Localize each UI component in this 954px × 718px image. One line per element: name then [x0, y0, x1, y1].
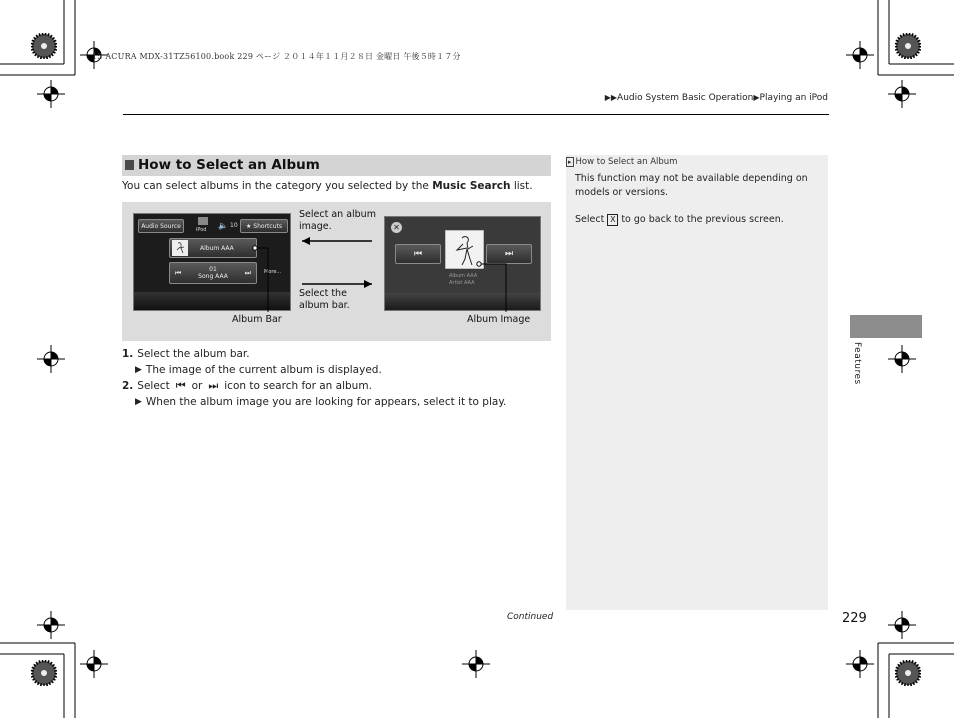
print-header: 15 ACURA MDX-31TZ56100.book 229 ページ ２０１４年１１月２８日 金曜日 午後５時１７分 — [92, 52, 461, 61]
section-square-icon — [125, 160, 134, 170]
close-x-icon: X — [607, 214, 618, 226]
continued-label: Continued — [507, 612, 554, 622]
sidebar-notes: This function may not be available depending on models or versions. Select X to go back to the previous screen. — [575, 173, 808, 225]
result-arrow-icon: ▶ — [135, 365, 142, 375]
registration-target-icon — [888, 80, 916, 108]
breadcrumb — [605, 93, 828, 103]
registration-target-icon — [462, 650, 490, 678]
chapter-label: Features — [852, 342, 862, 385]
more-button[interactable]: More... — [264, 269, 282, 275]
skip-back-icon: ⏮ — [175, 379, 186, 392]
annotation-select-image: Select an album image. — [299, 209, 376, 232]
registration-target-icon — [888, 611, 916, 639]
breadcrumb-part-2[interactable]: Playing an iPod — [759, 93, 828, 103]
page-number: 229 — [842, 611, 867, 626]
next-album-button[interactable]: ⏭ — [486, 244, 532, 264]
skip-forward-icon[interactable]: ⏭ — [244, 268, 251, 277]
chapter-tab[interactable] — [850, 315, 922, 338]
header-rule — [123, 114, 829, 115]
registration-target-icon — [888, 345, 916, 373]
track-number: 01 — [209, 266, 217, 273]
album-name-right: Album AAA — [449, 273, 478, 279]
intro-text: You can select albums in the category you selected by the Music Search list. — [122, 180, 533, 192]
skip-back-icon[interactable]: ⏮ — [175, 268, 182, 277]
double-triangle-icon: ▶▶ — [604, 93, 618, 102]
step-1-result: ▶ The image of the current album is displayed. — [135, 364, 382, 376]
skip-forward-icon: ⏭ — [208, 379, 219, 392]
artist-name-right: Artist AAA — [449, 280, 475, 286]
starburst-mark-icon — [31, 33, 57, 59]
starburst-mark-icon — [31, 660, 57, 686]
music-search-term: Music Search — [432, 180, 511, 192]
shortcuts-button[interactable]: ★ Shortcuts — [240, 219, 288, 233]
label-album-image: Album Image — [467, 314, 531, 325]
album-name-left: Album AAA — [200, 244, 234, 252]
registration-target-icon — [37, 80, 65, 108]
annotation-select-bar: Select the album bar. — [299, 288, 350, 311]
song-name: Song AAA — [198, 273, 228, 280]
previous-album-button[interactable]: ⏮ — [395, 244, 441, 264]
registration-target-icon — [37, 611, 65, 639]
breadcrumb-part-1[interactable]: Audio System Basic Operation — [617, 93, 754, 103]
section-title: How to Select an Album — [138, 157, 320, 173]
result-arrow-icon: ▶ — [135, 397, 142, 407]
registration-target-icon — [846, 41, 874, 69]
step-2: 2. Select ⏮ or ⏭ icon to search for an album. — [122, 379, 372, 392]
step-1: 1. Select the album bar. — [122, 348, 250, 360]
audio-source-button[interactable]: Audio Source — [138, 219, 184, 233]
volume-value: 10 — [230, 222, 238, 229]
label-album-bar: Album Bar — [232, 314, 282, 325]
section-header — [122, 155, 551, 176]
steps-list — [122, 346, 506, 410]
starburst-mark-icon — [895, 33, 921, 59]
close-icon[interactable]: ✕ — [391, 222, 402, 233]
step-2-result: ▶ When the album image you are looking for appears, select it to play. — [135, 396, 507, 408]
starburst-mark-icon — [895, 660, 921, 686]
registration-target-icon — [80, 650, 108, 678]
speaker-icon: 🔈 — [218, 221, 228, 230]
ipod-label: iPod — [196, 227, 207, 233]
reference-icon: ▸ — [568, 158, 572, 166]
triangle-icon: ▶ — [753, 93, 760, 102]
registration-target-icon — [846, 650, 874, 678]
sidebar-title: ▸ How to Select an Album — [568, 157, 678, 167]
registration-target-icon — [37, 345, 65, 373]
